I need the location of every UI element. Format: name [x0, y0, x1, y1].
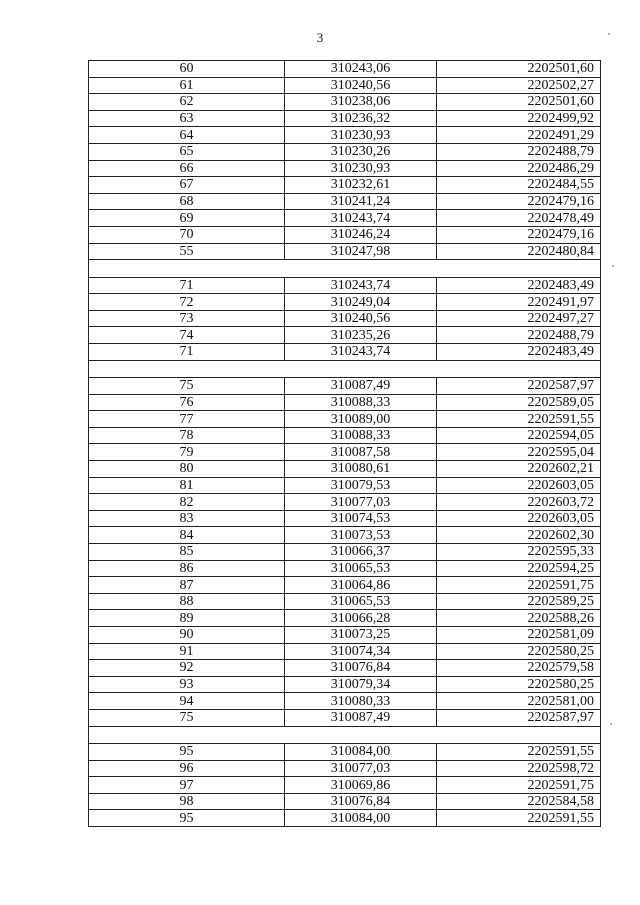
x-coordinate-cell: 310087,49	[285, 378, 437, 395]
table-row	[89, 461, 601, 478]
scan-speck	[612, 265, 614, 267]
y-coordinate-cell: 2202591,75	[437, 777, 601, 794]
y-coordinate-cell: 2202589,05	[437, 394, 601, 411]
table-row	[89, 61, 601, 78]
point-number-cell: 92	[89, 660, 285, 677]
y-coordinate-cell: 2202478,49	[437, 210, 601, 227]
x-coordinate-cell: 310079,34	[285, 676, 437, 693]
table-row	[89, 593, 601, 610]
y-coordinate-cell: 2202594,05	[437, 427, 601, 444]
table-row	[89, 127, 601, 144]
point-number-cell: 86	[89, 560, 285, 577]
x-coordinate-cell: 310073,53	[285, 527, 437, 544]
table-row	[89, 294, 601, 311]
table-row	[89, 344, 601, 361]
table-row	[89, 210, 601, 227]
table-row	[89, 494, 601, 511]
x-coordinate-cell: 310089,00	[285, 411, 437, 428]
y-coordinate-cell: 2202580,25	[437, 676, 601, 693]
point-number-cell: 75	[89, 378, 285, 395]
table-row	[89, 709, 601, 726]
y-coordinate-cell: 2202581,09	[437, 627, 601, 644]
y-coordinate-cell: 2202581,00	[437, 693, 601, 710]
x-coordinate-cell: 310076,84	[285, 793, 437, 810]
point-number-cell: 60	[89, 61, 285, 78]
table-row	[89, 378, 601, 395]
y-coordinate-cell: 2202501,60	[437, 61, 601, 78]
table-row	[89, 193, 601, 210]
y-coordinate-cell: 2202587,97	[437, 378, 601, 395]
point-number-cell: 90	[89, 627, 285, 644]
x-coordinate-cell: 310088,33	[285, 427, 437, 444]
x-coordinate-cell: 310066,28	[285, 610, 437, 627]
point-number-cell: 63	[89, 110, 285, 127]
x-coordinate-cell: 310232,61	[285, 177, 437, 194]
y-coordinate-cell: 2202483,49	[437, 277, 601, 294]
point-number-cell: 81	[89, 477, 285, 494]
point-number-cell: 67	[89, 177, 285, 194]
x-coordinate-cell: 310243,74	[285, 277, 437, 294]
x-coordinate-cell: 310065,53	[285, 560, 437, 577]
point-number-cell: 82	[89, 494, 285, 511]
table-row	[89, 177, 601, 194]
y-coordinate-cell: 2202502,27	[437, 77, 601, 94]
table-row	[89, 610, 601, 627]
y-coordinate-cell: 2202584,58	[437, 793, 601, 810]
y-coordinate-cell: 2202595,04	[437, 444, 601, 461]
point-number-cell: 77	[89, 411, 285, 428]
y-coordinate-cell: 2202484,55	[437, 177, 601, 194]
point-number-cell: 55	[89, 243, 285, 260]
point-number-cell: 97	[89, 777, 285, 794]
point-number-cell: 95	[89, 744, 285, 761]
point-number-cell: 71	[89, 277, 285, 294]
point-number-cell: 95	[89, 810, 285, 827]
x-coordinate-cell: 310240,56	[285, 77, 437, 94]
point-number-cell: 70	[89, 226, 285, 243]
point-number-cell: 84	[89, 527, 285, 544]
y-coordinate-cell: 2202479,16	[437, 193, 601, 210]
point-number-cell: 91	[89, 643, 285, 660]
y-coordinate-cell: 2202591,55	[437, 744, 601, 761]
x-coordinate-cell: 310065,53	[285, 593, 437, 610]
y-coordinate-cell: 2202598,72	[437, 760, 601, 777]
x-coordinate-cell: 310230,93	[285, 127, 437, 144]
y-coordinate-cell: 2202501,60	[437, 94, 601, 111]
x-coordinate-cell: 310241,24	[285, 193, 437, 210]
point-number-cell: 62	[89, 94, 285, 111]
y-coordinate-cell: 2202591,75	[437, 577, 601, 594]
y-coordinate-cell: 2202595,33	[437, 544, 601, 561]
point-number-cell: 71	[89, 344, 285, 361]
table-row	[89, 777, 601, 794]
point-number-cell: 73	[89, 310, 285, 327]
y-coordinate-cell: 2202602,30	[437, 527, 601, 544]
x-coordinate-cell: 310077,03	[285, 760, 437, 777]
x-coordinate-cell: 310230,26	[285, 143, 437, 160]
table-row	[89, 660, 601, 677]
table-row	[89, 411, 601, 428]
point-number-cell: 66	[89, 160, 285, 177]
point-number-cell: 87	[89, 577, 285, 594]
y-coordinate-cell: 2202483,49	[437, 344, 601, 361]
point-number-cell: 76	[89, 394, 285, 411]
point-number-cell: 74	[89, 327, 285, 344]
x-coordinate-cell: 310066,37	[285, 544, 437, 561]
separator-cell	[89, 360, 601, 378]
table-row	[89, 110, 601, 127]
coordinates-table	[88, 60, 601, 827]
x-coordinate-cell: 310073,25	[285, 627, 437, 644]
point-number-cell: 98	[89, 793, 285, 810]
point-number-cell: 85	[89, 544, 285, 561]
table-row	[89, 77, 601, 94]
table-row	[89, 444, 601, 461]
x-coordinate-cell: 310246,24	[285, 226, 437, 243]
point-number-cell: 93	[89, 676, 285, 693]
y-coordinate-cell: 2202589,25	[437, 593, 601, 610]
separator-row	[89, 360, 601, 378]
point-number-cell: 64	[89, 127, 285, 144]
table-row	[89, 310, 601, 327]
table-row	[89, 427, 601, 444]
separator-cell	[89, 726, 601, 744]
table-row	[89, 676, 601, 693]
separator-row	[89, 726, 601, 744]
point-number-cell: 68	[89, 193, 285, 210]
table-row	[89, 394, 601, 411]
x-coordinate-cell: 310088,33	[285, 394, 437, 411]
point-number-cell: 88	[89, 593, 285, 610]
x-coordinate-cell: 310243,06	[285, 61, 437, 78]
table-row	[89, 527, 601, 544]
y-coordinate-cell: 2202488,79	[437, 143, 601, 160]
y-coordinate-cell: 2202491,29	[437, 127, 601, 144]
table-row	[89, 744, 601, 761]
y-coordinate-cell: 2202603,05	[437, 477, 601, 494]
x-coordinate-cell: 310074,53	[285, 510, 437, 527]
point-number-cell: 83	[89, 510, 285, 527]
y-coordinate-cell: 2202603,72	[437, 494, 601, 511]
y-coordinate-cell: 2202591,55	[437, 810, 601, 827]
y-coordinate-cell: 2202602,21	[437, 461, 601, 478]
x-coordinate-cell: 310235,26	[285, 327, 437, 344]
x-coordinate-cell: 310087,49	[285, 709, 437, 726]
x-coordinate-cell: 310243,74	[285, 210, 437, 227]
point-number-cell: 94	[89, 693, 285, 710]
separator-cell	[89, 260, 601, 278]
table-row	[89, 510, 601, 527]
x-coordinate-cell: 310080,33	[285, 693, 437, 710]
y-coordinate-cell: 2202580,25	[437, 643, 601, 660]
y-coordinate-cell: 2202488,79	[437, 327, 601, 344]
point-number-cell: 96	[89, 760, 285, 777]
x-coordinate-cell: 310240,56	[285, 310, 437, 327]
scan-speck	[610, 723, 612, 725]
coordinates-table-body	[89, 61, 601, 827]
table-row	[89, 577, 601, 594]
y-coordinate-cell: 2202479,16	[437, 226, 601, 243]
table-row	[89, 793, 601, 810]
table-row	[89, 94, 601, 111]
point-number-cell: 80	[89, 461, 285, 478]
x-coordinate-cell: 310236,32	[285, 110, 437, 127]
x-coordinate-cell: 310087,58	[285, 444, 437, 461]
point-number-cell: 89	[89, 610, 285, 627]
x-coordinate-cell: 310069,86	[285, 777, 437, 794]
y-coordinate-cell: 2202499,92	[437, 110, 601, 127]
table-row	[89, 160, 601, 177]
y-coordinate-cell: 2202497,27	[437, 310, 601, 327]
point-number-cell: 65	[89, 143, 285, 160]
y-coordinate-cell: 2202486,29	[437, 160, 601, 177]
y-coordinate-cell: 2202594,25	[437, 560, 601, 577]
point-number-cell: 79	[89, 444, 285, 461]
x-coordinate-cell: 310080,61	[285, 461, 437, 478]
separator-row	[89, 260, 601, 278]
x-coordinate-cell: 310079,53	[285, 477, 437, 494]
x-coordinate-cell: 310077,03	[285, 494, 437, 511]
y-coordinate-cell: 2202591,55	[437, 411, 601, 428]
table-row	[89, 143, 601, 160]
y-coordinate-cell: 2202480,84	[437, 243, 601, 260]
x-coordinate-cell: 310084,00	[285, 810, 437, 827]
point-number-cell: 69	[89, 210, 285, 227]
y-coordinate-cell: 2202588,26	[437, 610, 601, 627]
point-number-cell: 78	[89, 427, 285, 444]
x-coordinate-cell: 310247,98	[285, 243, 437, 260]
point-number-cell: 75	[89, 709, 285, 726]
table-row	[89, 760, 601, 777]
x-coordinate-cell: 310074,34	[285, 643, 437, 660]
table-row	[89, 627, 601, 644]
table-row	[89, 560, 601, 577]
y-coordinate-cell: 2202491,97	[437, 294, 601, 311]
x-coordinate-cell: 310230,93	[285, 160, 437, 177]
page-number: 3	[316, 30, 324, 45]
table-row	[89, 810, 601, 827]
table-row	[89, 477, 601, 494]
x-coordinate-cell: 310238,06	[285, 94, 437, 111]
y-coordinate-cell: 2202603,05	[437, 510, 601, 527]
point-number-cell: 61	[89, 77, 285, 94]
table-row	[89, 327, 601, 344]
x-coordinate-cell: 310064,86	[285, 577, 437, 594]
table-row	[89, 693, 601, 710]
x-coordinate-cell: 310249,04	[285, 294, 437, 311]
table-row	[89, 643, 601, 660]
table-row	[89, 277, 601, 294]
scan-speck	[608, 33, 610, 35]
point-number-cell: 72	[89, 294, 285, 311]
x-coordinate-cell: 310084,00	[285, 744, 437, 761]
y-coordinate-cell: 2202579,58	[437, 660, 601, 677]
table-row	[89, 243, 601, 260]
table-row	[89, 226, 601, 243]
x-coordinate-cell: 310243,74	[285, 344, 437, 361]
y-coordinate-cell: 2202587,97	[437, 709, 601, 726]
x-coordinate-cell: 310076,84	[285, 660, 437, 677]
table-row	[89, 544, 601, 561]
